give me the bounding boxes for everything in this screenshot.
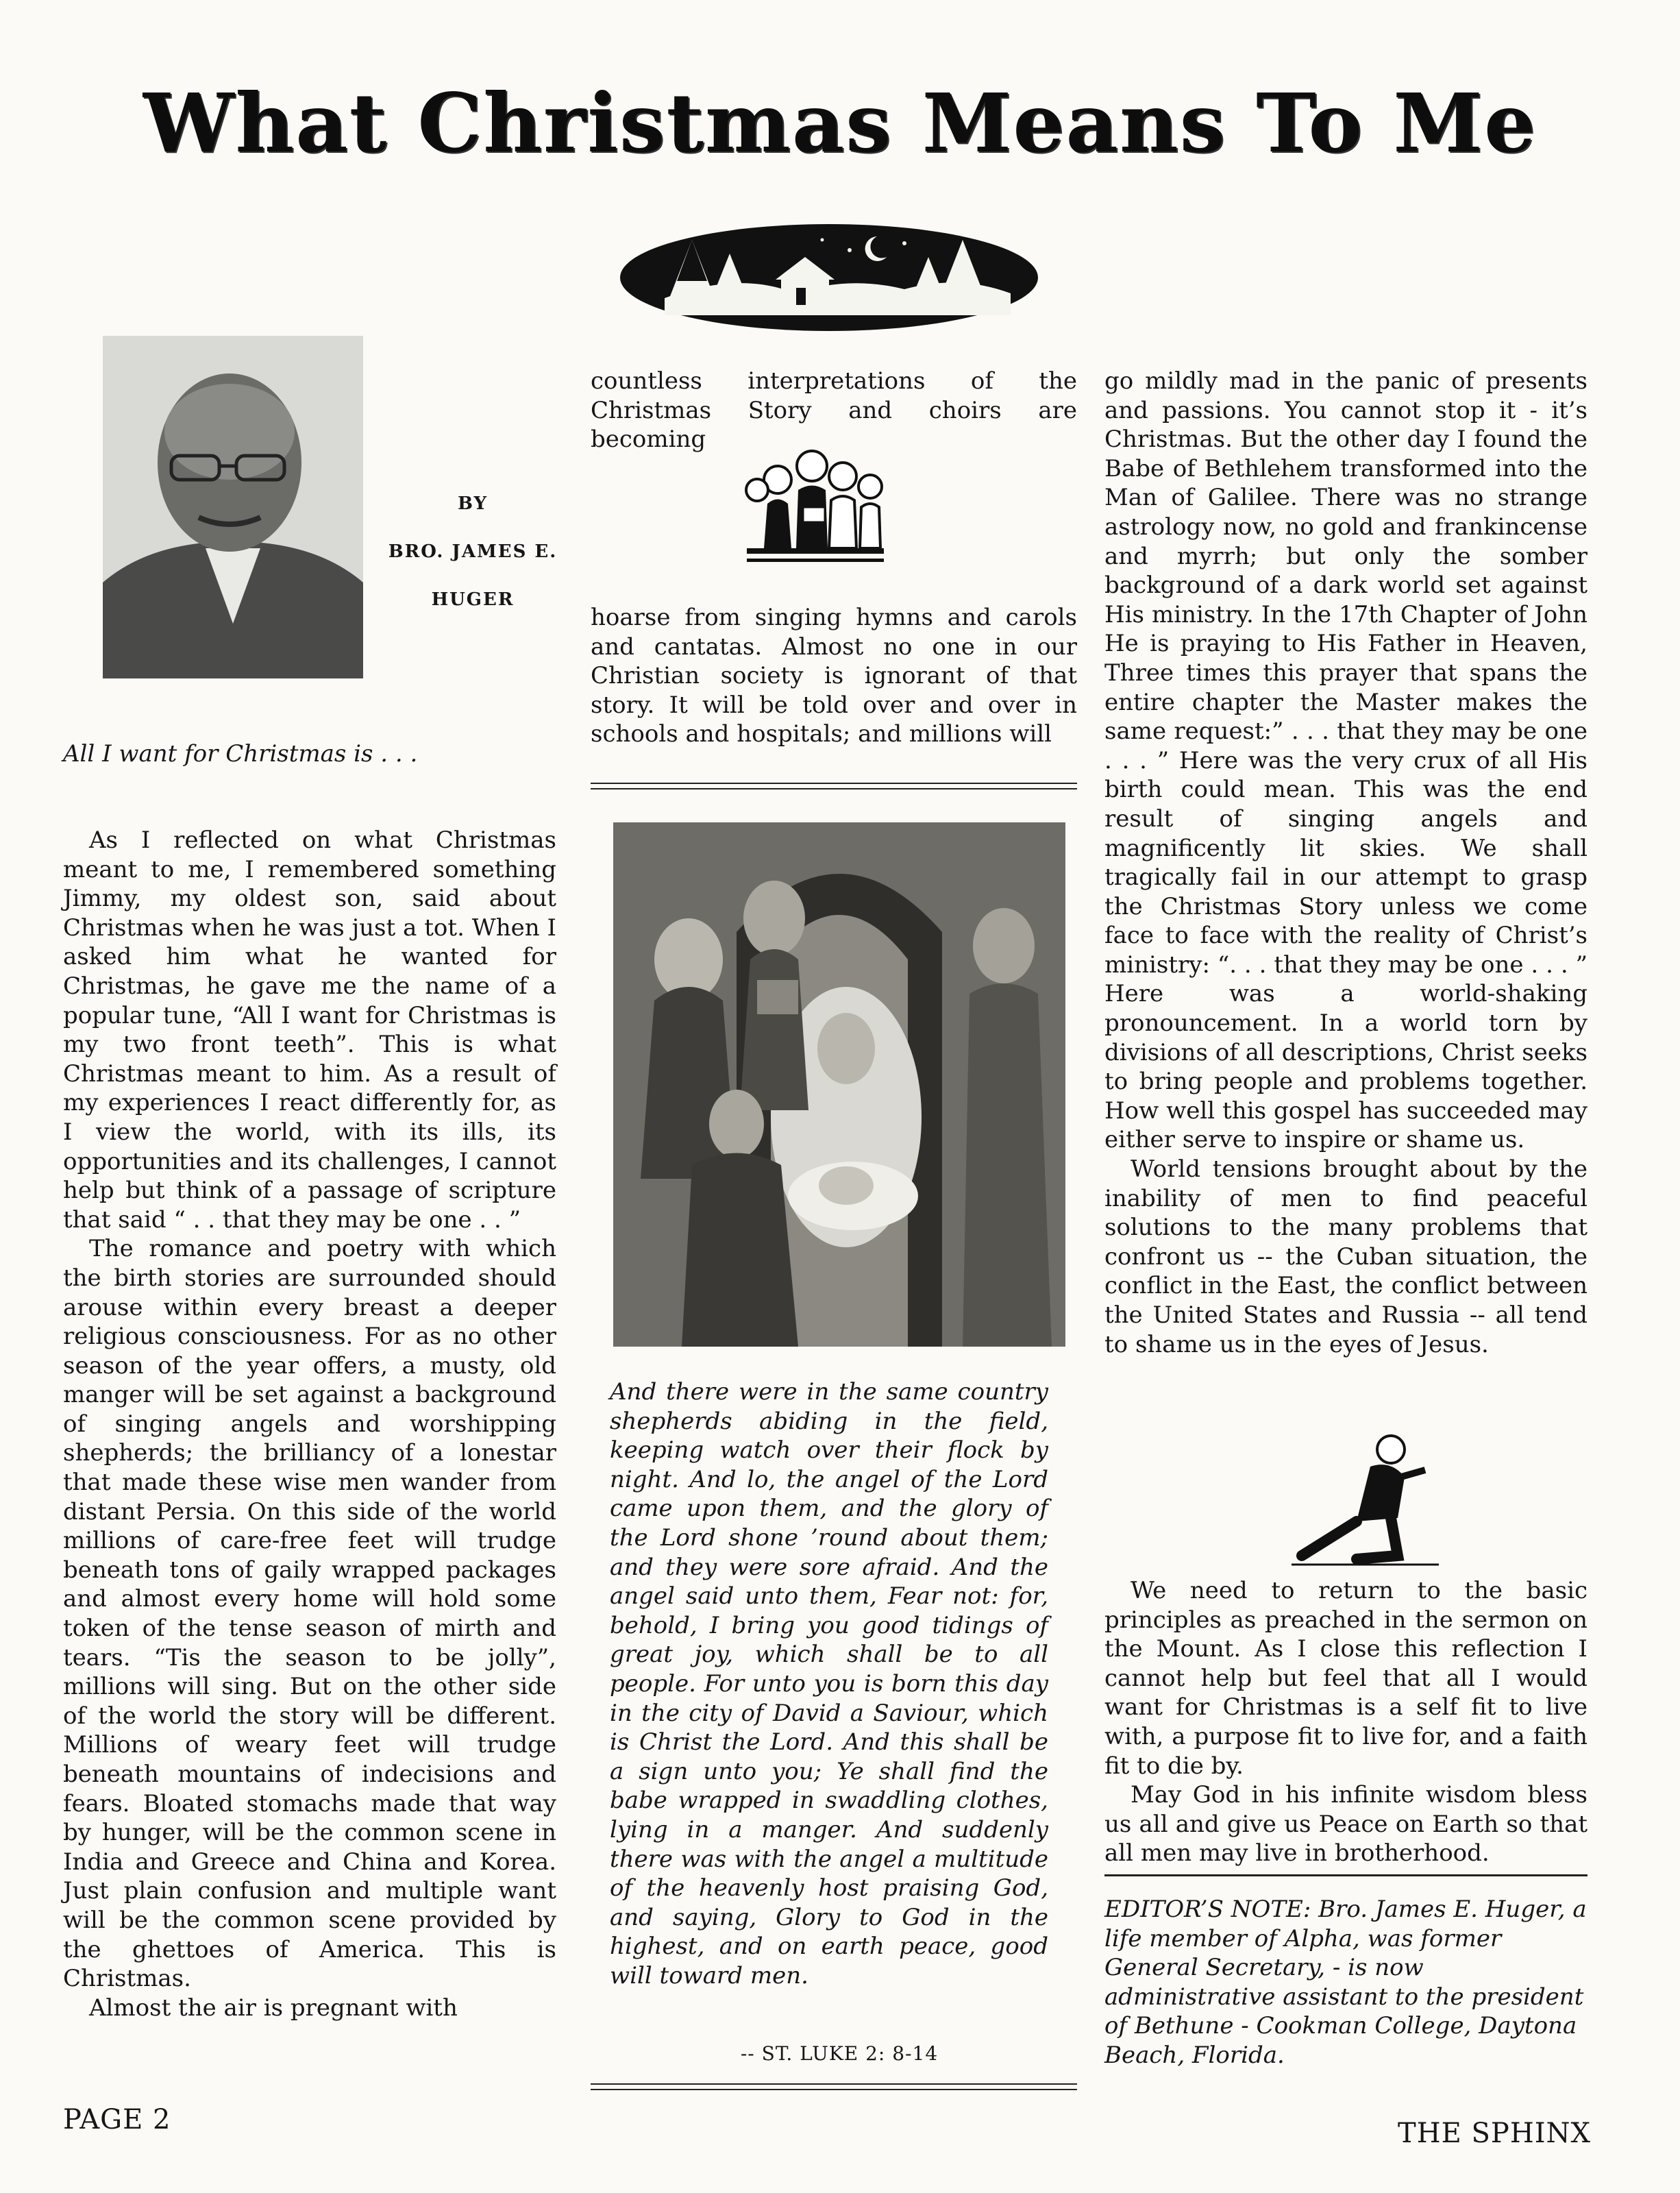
luke-verse: And there were in the same country shepherds abiding in the field, keeping watch over their flock by night. And lo, the angel of the Lord came upon them, and the glory of the Lord shone ’round about them; and they were sore afraid. And the angel said unto them, Fear not: for, behold, I bring you good tidings of great joy, which shall be to all people. For unto you is born this day in the city of David a Saviour, which is Christ the Lord. And this shall be a sign unto you; Ye shall find the babe wrapped in swaddling clothes, lying in a manger. And suddenly there was with the angel a multitude of the heavenly host praising God, and saying, Glory to God in the highest, and on earth peace, good will toward men. [610,1378,1048,1989]
verse-attribution: -- ST. LUKE 2: 8-14 [740,2042,939,2065]
column-2-mid [591,603,1077,749]
portrait-caption: All I want for Christmas is . . . [63,740,418,768]
divider-bottom [591,2083,1077,2090]
kneeling-figure-icon [1288,1429,1446,1569]
column-2-verse [610,1377,1048,1990]
magazine-name: THE SPHINX [1398,2118,1591,2149]
editors-note [1104,1895,1588,2070]
author-portrait [103,336,363,678]
note-divider [1104,1874,1588,1876]
col3-paragraph-1: go mildly mad in the panic of presents and passions. You cannot stop it - it’s Christmas. But the other day I found the Babe of Bethlehem transformed into the Man of Galilee. There was no strange astrology now, no gold and frankincense and myrrh; but only the somber background of a dark world set against His ministry. In the 17th Chapter of John He is praying to His Father in Heaven, Three times this prayer that spans the entire chapter the Master makes the same request:” . . . that they may be one . . . ” Here was the very crux of all His birth could mean. This was the end result of singing angels and magnificently lit skies. We shall tragically fail in our attempt to grasp the Christmas Story unless we come face to face with the reality of Christ’s ministry: “. . . that they may be one . . . ” Here was a world-shaking pronouncement. In a world torn by divisions of all descriptions, Christ seeks to bring people and problems together. How well this gospel has succeeded may either serve to inspire or shame us. [1104,367,1588,1154]
column-1 [63,826,556,2022]
col3-paragraph-2: World tensions brought about by the inability of men to find peaceful solutions to the many problems that confront us -- the Cuban situation, the conflict in the East, the conflict between the United States and Russia -- all tend to shame us in the eyes of Jesus. [1104,1155,1588,1358]
column-3-bottom [1104,1576,1588,1868]
col2-top-text: countless interpretations of the Christmas Story and choirs are becoming [591,367,1077,454]
byline [370,480,576,624]
column-3 [1104,367,1588,1359]
col1-paragraph-3: Almost the air is pregnant with [89,1994,458,2022]
byline-by: BY [457,493,489,514]
byline-name: BRO. JAMES E. [388,541,558,562]
col3-bottom-paragraph-2: May God in his infinite wisdom bless us all and give us Peace on Earth so that all men may live in brotherhood. [1104,1781,1588,1867]
col1-paragraph-1: As I reflected on what Christmas meant to me, I remembered something Jimmy, my oldest son, said about Christmas when he was just a tot. When I asked him what he wanted for Christmas, he gave me the name of a popular tune, “All I want for Christmas is my two front teeth”. This is what Christmas meant to him. As a result of my experiences I react differently for, as I view the world, with its ills, its opportunities and its challenges, I cannot help but think of a passage of scripture that said “ . . that they may be one . . ” [63,826,556,1234]
page-title: What Christmas Means To Me [143,75,1537,171]
choir-singers-icon [740,439,891,576]
page-number: PAGE 2 [63,2104,171,2135]
col1-paragraph-2: The romance and poetry with which the birth stories are surrounded should arouse within every breast a deeper religious consciousness. For as no other season of the year offers, a musty, old manger will be set against a background of singing angels and worshipping shepherds; the brilliancy of a lonestar that made these wise men wander from distant Persia. On this side of the world millions of care-free feet will trudge beneath tons of gaily wrapped packages and almost every home will hold some token of the tense season of mirth and tears. “Tis the season to be jolly”, millions will sing. But on the other side of the world the story will be different. Millions of weary feet will trudge beneath mountains of indecisions and fears. Bloated stomachs made that way by hunger, will be the common scene in India and Greece and China and Korea. Just plain confusion and multiple want will be the common scene provided by the ghettoes of America. This is Christmas. [63,1235,556,1993]
byline-surname: HUGER [431,589,515,610]
winter-scene-emblem [617,212,1041,336]
editors-note-text: EDITOR’S NOTE: Bro. James E. Huger, a life member of Alpha, was former General Secretary, - is now administrative assistant to the president of Bethune - Cookman College, Daytona Beach, Florida. [1104,1896,1587,2069]
nativity-illustration [613,822,1065,1347]
col2-mid-text: hoarse from singing hymns and carols and cantatas. Almost no one in our Christian society is ignorant of that story. It will be told over and over in schools and hospitals; and millions will [591,604,1077,748]
divider [591,783,1077,789]
col3-bottom-paragraph-1: We need to return to the basic principles as preached in the sermon on the Mount. As I close this reflection I cannot help but feel that all I would want for Christmas is a self fit to live with, a purpose fit to live for, and a faith fit to die by. [1104,1577,1588,1780]
